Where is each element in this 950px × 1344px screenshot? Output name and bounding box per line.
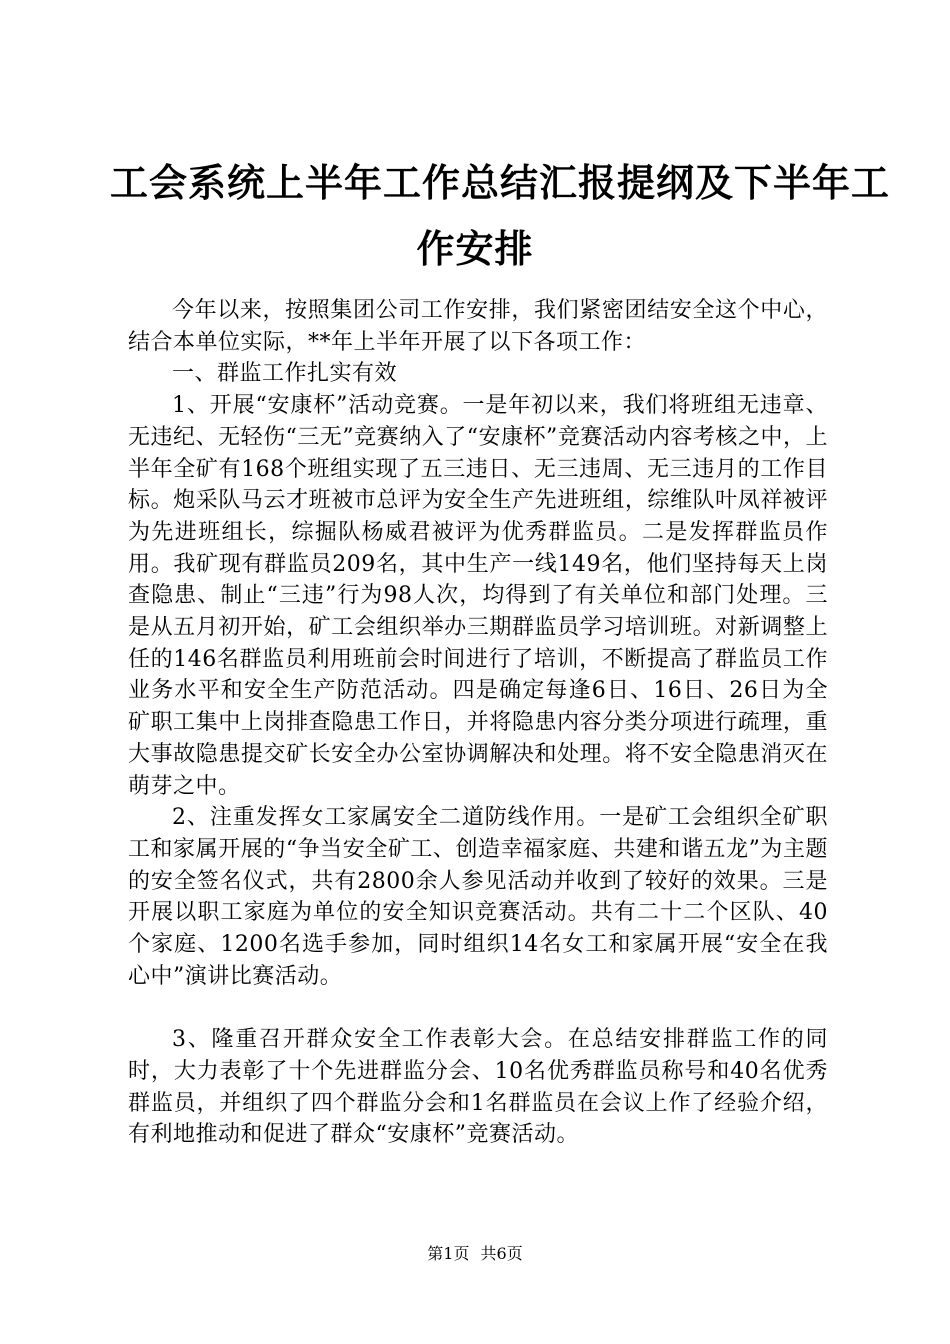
title-line-1: 工会系统上半年工作总结汇报提纲及下半年工 [110,160,891,205]
document-body [128,295,828,1151]
page-number: 第1页 [427,1244,470,1263]
paragraph-item-3: 3、隆重召开群众安全工作表彰大会。在总结安排群监工作的同时，大力表彰了十个先进群监分会、10名优秀群监员称号和40名优秀群监员，并组织了四个群监分会和1名群监员在会议上作了经验介绍，有利地推动和促进了群众“安康杯”竞赛活动。 [128,1027,828,1148]
paragraph-spacer [128,992,828,1024]
title-line-2: 作安排 [416,226,534,271]
paragraph-item-1: 1、开展“安康杯”活动竞赛。一是年初以来，我们将班组无违章、无违纪、无轻伤“三无”竞赛纳入了“安康杯”竞赛活动内容考核之中，上半年全矿有168个班组实现了五三违日、无三违周、无三违月的工作目标。炮采队马云才班被市总评为安全生产先进班组，综维队叶凤祥被评为先进班组长，综掘队杨威君被评为优秀群监员。二是发挥群监员作用。我矿现有群监员209名，其中生产一线149名，他们坚持每天上岗查隐患、制止“三违”行为98人次，均得到了有关单位和部门处理。三是从五月初开始，矿工会组织举办三期群监员学习培训班。对新调整上任的146名群监员利用班前会时间进行了培训，不断提高了群监员工作业务水平和安全生产防范活动。四是确定每逢6日、16日、26日为全矿职工集中上岗排查隐患工作日，并将隐患内容分类分项进行疏理，重大事故隐患提交矿长安全办公室协调解决和处理。将不安全隐患消灭在萌芽之中。 [128,393,828,799]
document-title [110,150,891,282]
paragraph-item-2: 2、注重发挥女工家属安全二道防线作用。一是矿工会组织全矿职工和家属开展的“争当安全矿工、创造幸福家庭、共建和谐五龙”为主题的安全签名仪式，共有2800余人参见活动并收到了较好的效果。三是开展以职工家庭为单位的安全知识竞赛活动。共有二十二个区队、40个家庭、1200名选手参加，同时组织14名女工和家属开展“安全在我心中”演讲比赛活动。 [128,805,828,989]
page-footer [0,1242,950,1266]
section-heading-1: 一、群监工作扎实有效 [172,361,398,387]
page-total: 共6页 [480,1244,523,1263]
paragraph-intro: 今年以来，按照集团公司工作安排，我们紧密团结安全这个中心，结合本单位实际，**年上半年开展了以下各项工作： [128,298,828,355]
